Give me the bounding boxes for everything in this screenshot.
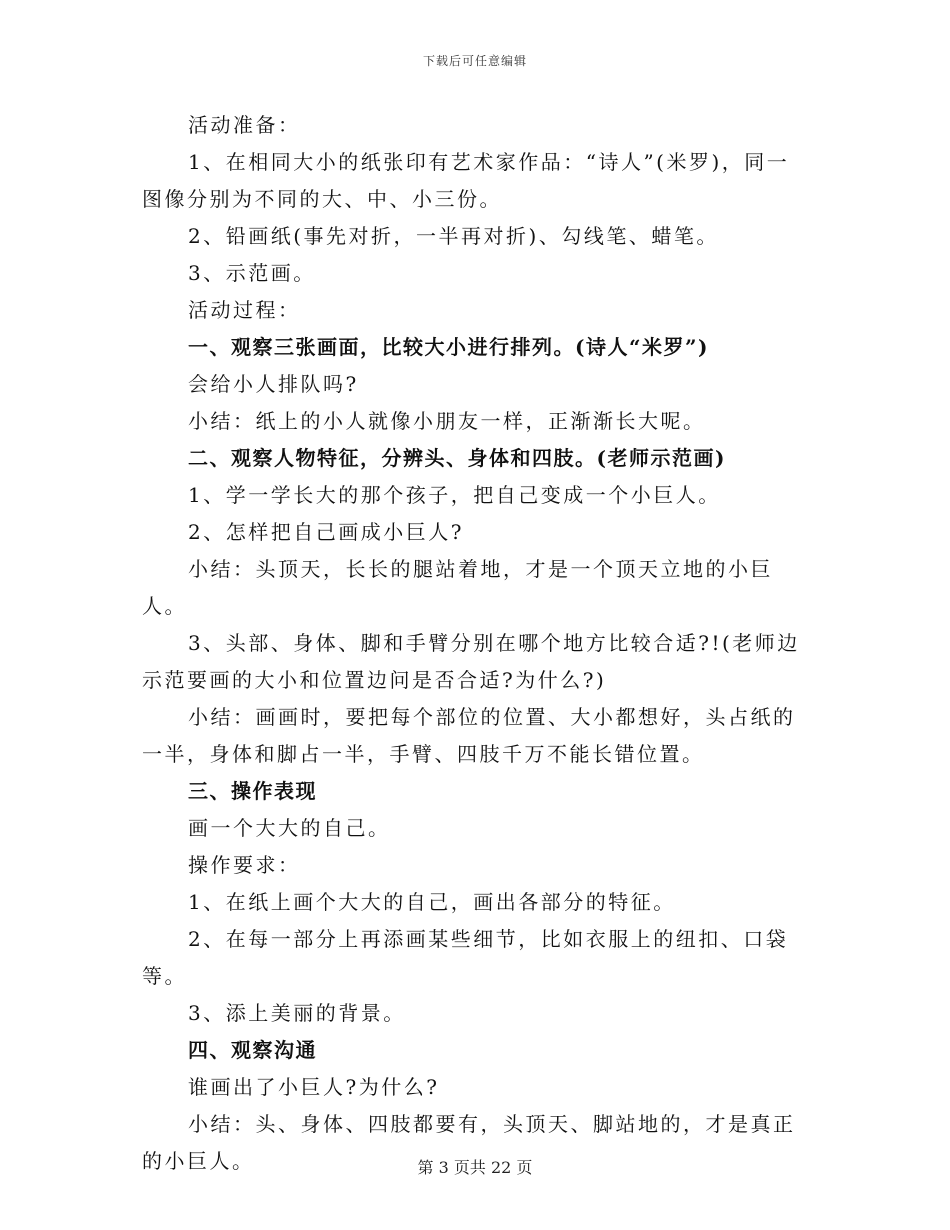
paragraph: 会给小人排队吗? bbox=[188, 372, 359, 396]
paragraph: 2、铅画纸(事先对折，一半再对折)、勾线笔、蜡笔。 bbox=[188, 224, 719, 248]
paragraph: 小结：头顶天，长长的腿站着地，才是一个顶天立地的小巨人。 bbox=[142, 557, 773, 618]
paragraph: 活动准备： bbox=[188, 113, 301, 137]
section-heading: 四、观察沟通 bbox=[188, 1038, 317, 1062]
paragraph: 2、怎样把自己画成小巨人? bbox=[188, 520, 464, 544]
paragraph: 1、在纸上画个大大的自己，画出各部分的特征。 bbox=[188, 890, 676, 914]
paragraph: 小结：纸上的小人就像小朋友一样，正渐渐长大呢。 bbox=[188, 409, 706, 433]
paragraph: 活动过程： bbox=[188, 298, 301, 322]
paragraph: 操作要求： bbox=[188, 853, 301, 877]
paragraph: 3、头部、身体、脚和手臂分别在哪个地方比较合适?!(老师边示范要画的大小和位置边问是否合适?为什么?) bbox=[142, 631, 800, 692]
section-heading: 二、观察人物特征，分辨头、身体和四肢。(老师示范画) bbox=[188, 446, 726, 470]
paragraph: 小结：头、身体、四肢都要有，头顶天、脚站地的，才是真正的小巨人。 bbox=[142, 1112, 796, 1173]
paragraph: 2、在每一部分上再添画某些细节，比如衣服上的纽扣、口袋等。 bbox=[142, 927, 789, 988]
paragraph: 3、添上美丽的背景。 bbox=[188, 1001, 406, 1025]
section-heading: 三、操作表现 bbox=[188, 779, 317, 803]
paragraph: 1、在相同大小的纸张印有艺术家作品：“诗人”(米罗)，同一图像分别为不同的大、中、小三份。 bbox=[142, 150, 790, 211]
page-number: 第 3 页共 22 页 bbox=[417, 1158, 533, 1177]
document-body bbox=[142, 107, 810, 1180]
section-heading: 一、观察三张画面，比较大小进行排列。(诗人“米罗”) bbox=[188, 335, 709, 359]
paragraph: 画一个大大的自己。 bbox=[188, 816, 391, 840]
paragraph: 3、示范画。 bbox=[188, 261, 316, 285]
paragraph: 1、学一学长大的那个孩子，把自己变成一个小巨人。 bbox=[188, 483, 721, 507]
paragraph: 谁画出了小巨人?为什么? bbox=[188, 1075, 440, 1099]
page-header: 下载后可任意编辑 bbox=[422, 54, 527, 68]
paragraph: 小结：画画时，要把每个部位的位置、大小都想好，头占纸的一半，身体和脚占一半，手臂、四肢千万不能长错位置。 bbox=[142, 705, 796, 766]
